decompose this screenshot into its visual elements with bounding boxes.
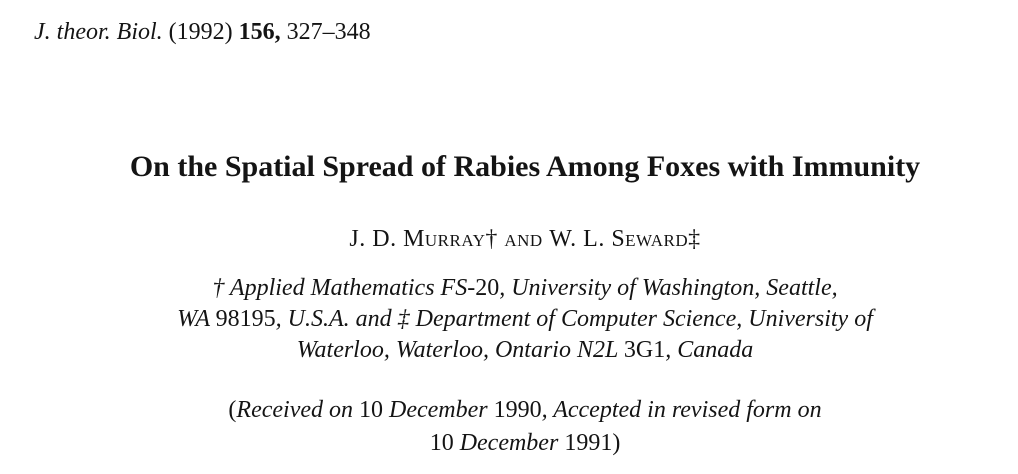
journal-citation [34,19,371,46]
received-line-1 [32,394,1018,427]
author2-ddagger: ‡ [688,226,701,252]
affiliation-text: , University of Washington, Seattle, [499,275,838,301]
affiliation-line-1 [32,273,1018,304]
affiliation-line-2 [32,304,1018,335]
affiliation-text: , Canada [665,337,754,363]
affiliation-line-3 [32,335,1018,366]
accepted-day: 10 [429,430,454,456]
author1-dagger: † [485,226,498,252]
affiliation-number: 98195 [215,306,276,332]
affiliation-number: 3G1 [623,337,666,363]
received-year: 1990 [493,397,542,423]
author1-surname: Murray [403,226,486,252]
journal-name: J. theor. Biol. [34,19,163,45]
accepted-year: 1991 [564,430,613,456]
paren-open: ( [228,397,237,423]
affiliation-number: 20 [475,275,500,301]
paren-close: ) [612,430,621,456]
author2-surname: Seward [611,226,689,252]
affiliation-text: WA [177,306,216,332]
accepted-label: , Accepted in revised form on [541,397,822,423]
affiliation-text: , U.S.A. and ‡ Department of Computer Science, University of [275,306,873,332]
affiliation-text: Waterloo, Waterloo, Ontario N2L [296,337,624,363]
received-label: Received on [236,397,360,423]
author1-initials: J. D. [349,226,404,252]
author-line [0,226,1018,253]
received-dates [0,394,1018,460]
received-month: December [383,397,494,423]
received-day: 10 [359,397,384,423]
citation-volume: 156, [238,19,281,45]
accepted-month: December [453,430,565,456]
citation-pages: 327–348 [286,19,371,45]
author-conjunction: and [497,226,550,252]
citation-year: (1992) [168,19,233,45]
paper-title: On the Spatial Spread of Rabies Among Foxes with Immunity [129,150,921,183]
affiliation-text: † Applied Mathematics FS- [212,275,476,301]
received-line-2 [32,427,1018,460]
author2-initials: W. L. [549,226,612,252]
affiliations [0,273,1018,366]
